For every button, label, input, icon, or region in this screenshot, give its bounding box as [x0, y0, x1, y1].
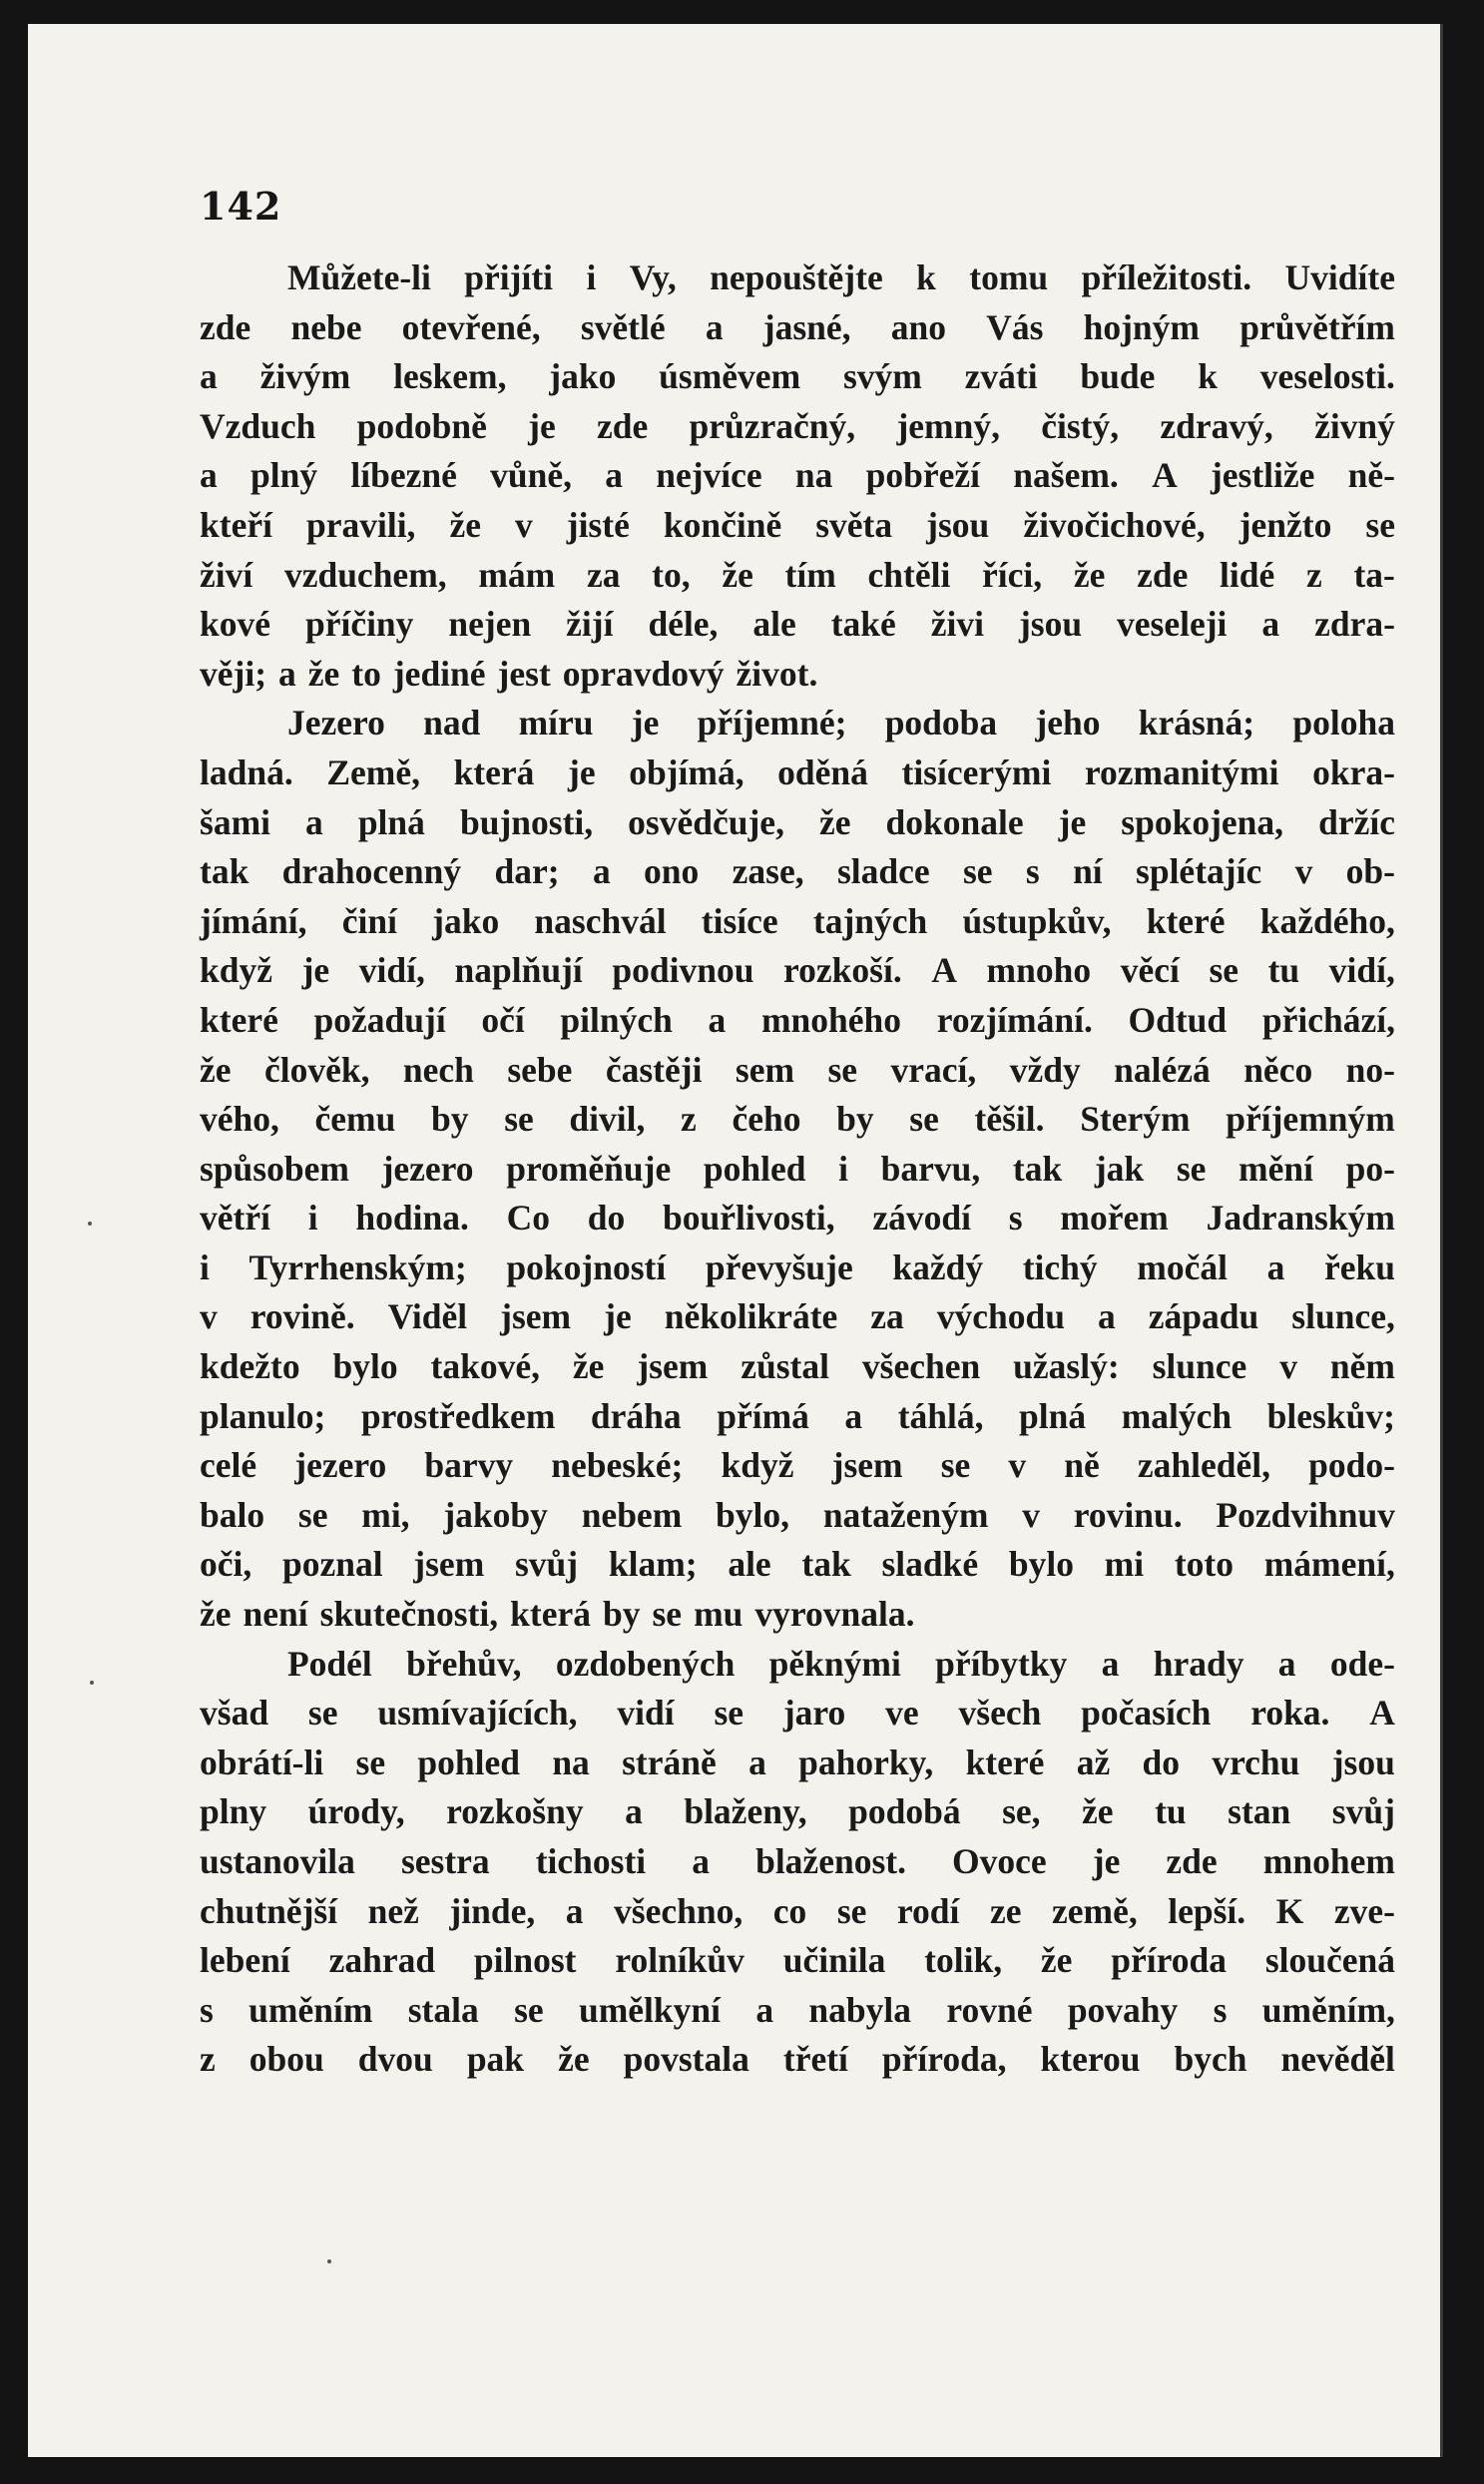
body-text	[200, 253, 1395, 2085]
text-line: když je vidí, naplňují podivnou rozkoší. A mnoho věcí se tu vidí,	[200, 950, 1395, 991]
text-line: kové příčiny nejen žijí déle, ale také živi jsou veseleji a zdra-	[200, 604, 1395, 645]
text-line: Podél břehův, ozdobených pěknými příbytky a hrady a ode-	[287, 1643, 1395, 1684]
text-line: oči, poznal jsem svůj klam; ale tak sladké bylo mi toto mámení,	[200, 1544, 1395, 1585]
text-line: všad se usmívajících, vidí se jaro ve všech počasích roka. A	[200, 1693, 1395, 1734]
text-line: zde nebe otevřené, světlé a jasné, ano Vás hojným průvětřím	[200, 306, 1395, 347]
text-line: tak drahocenný dar; a ono zase, sladce se s ní splétajíc v ob-	[200, 851, 1395, 892]
text-line: že není skutečnosti, která by se mu vyrovnala.	[200, 1594, 915, 1635]
text-line: spůsobem jezero proměňuje pohled i barvu, tak jak se mění po-	[200, 1148, 1395, 1189]
text-line: vého, čemu by se divil, z čeho by se těšil. Sterým příjemným	[200, 1099, 1395, 1140]
text-line: s uměním stala se umělkyní a nabyla rovné povahy s uměním,	[200, 1989, 1395, 2030]
scan-speck	[90, 1681, 94, 1685]
text-line: že člověk, nech sebe častěji sem se vrací, vždy nalézá něco no-	[200, 1049, 1395, 1090]
text-line: Můžete-li přijíti i Vy, nepouštějte k tomu příležitosti. Uvidíte	[287, 257, 1395, 297]
text-line: živí vzduchem, mám za to, že tím chtěli říci, že zde lidé z ta-	[200, 554, 1395, 595]
text-line: chutnější než jinde, a všechno, co se rodí ze země, lepší. K zve-	[200, 1890, 1395, 1931]
book-page	[28, 24, 1443, 2457]
text-line: Jezero nad míru je příjemné; podoba jeho krásná; poloha	[287, 703, 1395, 744]
text-line: a plný líbezné vůně, a nejvíce na pobřeží našem. A jestliže ně-	[200, 455, 1395, 496]
page-number: 142	[200, 184, 282, 229]
scan-speck	[88, 1222, 92, 1226]
text-line: celé jezero barvy nebeské; když jsem se v ně zahleděl, podo-	[200, 1445, 1395, 1486]
text-line: ladná. Země, která je objímá, oděná tisícerými rozmanitými okra-	[200, 751, 1395, 792]
text-line: Vzduch podobně je zde průzračný, jemný, čistý, zdravý, živný	[200, 405, 1395, 446]
text-line: kteří pravili, že v jisté končině světa jsou živočichové, jenžto se	[200, 504, 1395, 545]
text-line: které požadují očí pilných a mnohého rozjímání. Odtud přichází,	[200, 999, 1395, 1040]
text-line: větří i hodina. Co do bouřlivosti, závodí s mořem Jadranským	[200, 1198, 1395, 1239]
text-line: obrátí-li se pohled na stráně a pahorky, které až do vrchu jsou	[200, 1741, 1395, 1782]
text-line: kdežto bylo takové, že jsem zůstal všechen užaslý: slunce v něm	[200, 1346, 1395, 1387]
text-line: lebení zahrad pilnost rolníkův učinila tolik, že příroda sloučená	[200, 1940, 1395, 1981]
text-line: i Tyrrhenským; pokojností převyšuje každý tichý močál a řeku	[200, 1246, 1395, 1287]
text-line: věji; a že to jediné jest opravdový život.	[200, 653, 818, 694]
scan-speck	[327, 2259, 331, 2263]
text-line: z obou dvou pak že povstala třetí příroda, kterou bych nevěděl	[200, 2039, 1395, 2080]
text-line: jímání, činí jako naschvál tisíce tajných ústupkův, které každého,	[200, 900, 1395, 941]
text-line: balo se mi, jakoby nebem bylo, nataženým v rovinu. Pozdvihnuv	[200, 1494, 1395, 1535]
text-line: ustanovila sestra tichosti a blaženost. Ovoce je zde mnohem	[200, 1841, 1395, 1881]
text-line: plny úrody, rozkošny a blaženy, podobá se, že tu stan svůj	[200, 1791, 1395, 1832]
text-line: planulo; prostředkem dráha přímá a táhlá, plná malých bleskův;	[200, 1395, 1395, 1436]
text-line: v rovině. Viděl jsem je několikráte za východu a západu slunce,	[200, 1296, 1395, 1337]
text-line: šami a plná bujnosti, osvědčuje, že dokonale je spokojena, držíc	[200, 801, 1395, 842]
text-line: a živým leskem, jako úsměvem svým zváti bude k veselosti.	[200, 356, 1395, 397]
